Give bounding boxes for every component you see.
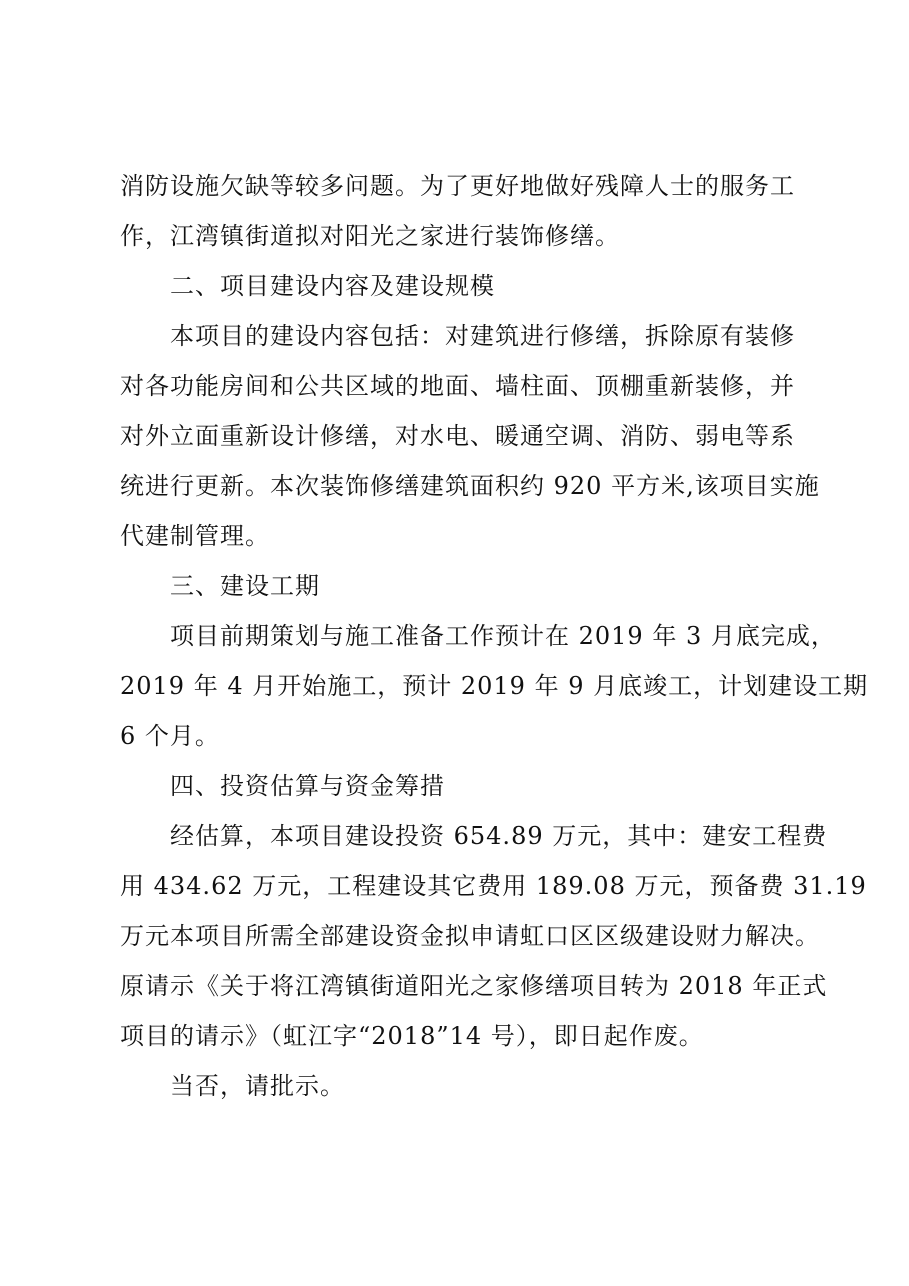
body-line: 项目的请示》（虹江字“2018”14 号），即日起作废。 xyxy=(120,1022,704,1050)
body-line: 统进行更新。本次装饰修缮建筑面积约 920 平方米,该项目实施 xyxy=(120,472,820,500)
body-line: 消防设施欠缺等较多问题。为了更好地做好残障人士的服务工 xyxy=(120,172,795,200)
section-heading: 四、投资估算与资金筹措 xyxy=(170,772,445,800)
body-line: 对外立面重新设计修缮，对水电、暖通空调、消防、弱电等系 xyxy=(120,422,795,450)
body-line: 代建制管理。 xyxy=(120,522,270,550)
body-line: 项目前期策划与施工准备工作预计在 2019 年 3 月底完成， xyxy=(170,622,836,650)
body-line: 6 个月。 xyxy=(120,722,220,750)
document-body xyxy=(120,161,869,1111)
body-line: 对各功能房间和公共区域的地面、墙柱面、顶棚重新装修，并 xyxy=(120,372,795,400)
body-line: 经估算，本项目建设投资 654.89 万元，其中：建安工程费 xyxy=(170,822,828,850)
body-line: 万元本项目所需全部建设资金拟申请虹口区区级建设财力解决。 xyxy=(120,922,820,950)
body-line: 本项目的建设内容包括：对建筑进行修缮，拆除原有装修 xyxy=(170,322,795,350)
body-line: 作，江湾镇街道拟对阳光之家进行装饰修缮。 xyxy=(120,222,620,250)
section-heading: 二、项目建设内容及建设规模 xyxy=(170,272,495,300)
closing-line: 当否，请批示。 xyxy=(170,1072,345,1100)
body-line: 用 434.62 万元，工程建设其它费用 189.08 万元，预备费 31.19 xyxy=(120,872,867,900)
section-heading: 三、建设工期 xyxy=(170,572,320,600)
body-line: 原请示《关于将江湾镇街道阳光之家修缮项目转为 2018 年正式 xyxy=(120,972,828,1000)
body-line: 2019 年 4 月开始施工，预计 2019 年 9 月底竣工，计划建设工期 xyxy=(120,672,869,700)
